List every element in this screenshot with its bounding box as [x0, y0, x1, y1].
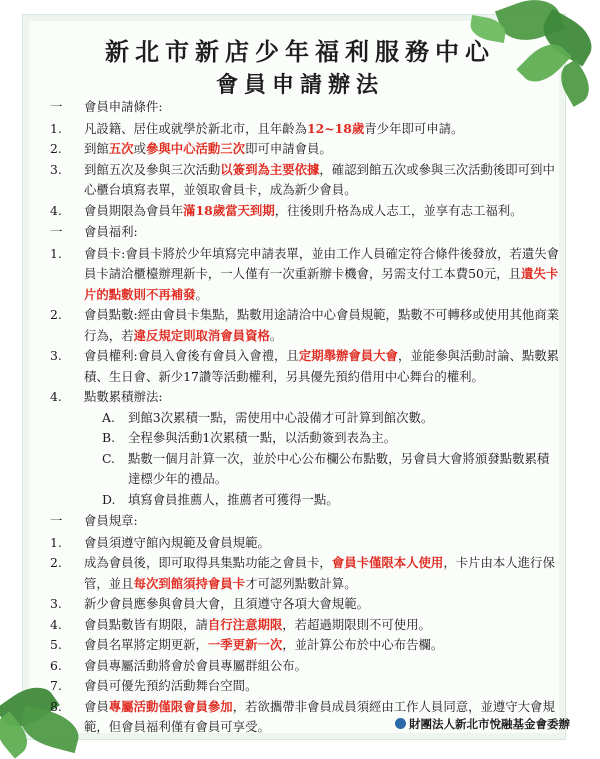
list-item: [40, 139, 560, 160]
item-number: 4.: [50, 202, 62, 218]
sub-item-label: C.: [102, 450, 115, 466]
list-item: [40, 656, 560, 677]
item-text: 點數累積辦法:: [84, 389, 163, 404]
item-text: 會員卡:會員卡將於少年填寫完申請表單，並由工作人員確定符合條件後發放，若遺失會員卡請洽櫃檯辦理新卡，一人僅有一次重新辦卡機會，另需支付工本費50元，且: [84, 245, 560, 281]
eligibility-list: [40, 119, 560, 222]
page-title: 新北市新店少年福利服務中心: [105, 37, 495, 66]
list-item: [40, 305, 560, 346]
document-body: [40, 96, 560, 738]
item-number: 8.: [50, 698, 62, 714]
sub-item-label: A.: [102, 409, 115, 425]
highlight-text: 違反規定則取消會員資格: [133, 327, 270, 343]
item-text: 新少會員應參與會員大會，且須遵守各項大會規範。: [84, 596, 369, 611]
item-text: 凡設籍、居住或就學於新北市，且年齡為: [84, 120, 308, 136]
rules-list: [40, 533, 560, 738]
item-number: 1.: [50, 120, 62, 136]
sub-list-item: [40, 408, 560, 429]
sub-item-label: D.: [102, 491, 116, 507]
sub-item-text: 填寫會員推薦人，推薦者可獲得一點。: [128, 491, 339, 507]
list-item: [40, 553, 560, 594]
highlight-text: 12~18歲: [307, 120, 365, 136]
item-text: 或: [133, 141, 146, 156]
list-item: [40, 387, 560, 408]
item-text: 會員可優先預約活動舞台空間。: [84, 678, 258, 693]
highlight-text: 滿18歲當天到期: [183, 202, 275, 218]
item-number: 2.: [50, 141, 62, 156]
item-text: 青少年即可申請。: [364, 120, 464, 136]
item-text: 即可申請會員。: [245, 141, 332, 156]
highlight-text: 專屬活動僅限會員參加: [108, 698, 233, 714]
item-text: 到館五次及參與三次活動: [84, 161, 221, 177]
item-text: 會員權利:會員入會後有會員入會禮，且: [84, 348, 299, 363]
benefits-list: [40, 244, 560, 408]
item-number: 7.: [50, 678, 62, 693]
item-number: 2.: [50, 555, 62, 570]
item-text: 會員期限為會員年: [84, 202, 184, 218]
highlight-text: 五次: [108, 141, 134, 156]
item-number: 1.: [50, 245, 62, 261]
item-number: 3.: [50, 161, 62, 177]
highlight-text: 遺失卡片的點數則不再補發: [84, 266, 559, 302]
footer-organizer: 財團法人新北市悅融基金會委辦: [395, 716, 570, 732]
item-text: 會員點數皆有期限，請: [84, 616, 208, 632]
list-item: [40, 533, 560, 554]
highlight-text: 每次到館須持會員卡: [133, 575, 246, 591]
sub-item-text: 到館3次累積一點，需使用中心設備才可計算到館次數。: [128, 409, 434, 425]
item-text: ，並計算公布於中心布告欄。: [282, 637, 444, 652]
item-text: 。: [195, 286, 208, 302]
list-item: [40, 346, 560, 387]
item-number: 2.: [50, 307, 62, 322]
sub-item-label: B.: [102, 430, 116, 445]
item-number: 6.: [50, 657, 62, 673]
item-text: ，若欲攜帶非會員成員須經由工作人員同意，並遵守大會規範，但會員福利僅有會員可享受。: [84, 698, 555, 734]
list-item: [40, 635, 560, 656]
item-text: ，往後則升格為成人志工，並享有志工福利。: [274, 202, 523, 218]
list-item: [40, 676, 560, 697]
page-subtitle: 會員申請辦法: [215, 72, 384, 98]
list-item: [40, 160, 560, 201]
item-text: 才可認列點數計算。: [245, 575, 357, 591]
item-text: 。: [269, 327, 283, 343]
section-heading-rules: 一 會員規章:: [50, 513, 138, 528]
item-text: 會員專屬活動將會於會員專屬群組公布。: [84, 657, 308, 673]
item-text: 到館: [84, 141, 109, 156]
list-item: [40, 594, 560, 615]
highlight-text: 定期舉辦會員大會: [298, 348, 398, 363]
list-item: [40, 119, 560, 140]
item-text: 會員點數:經由會員卡集點，點數用途請洽中心會員規範，點數不可轉移或使用其他商業行為，若: [84, 307, 560, 343]
sub-item-text: 點數一個月計算一次，並於中心公布欄公布點數，另會員大會將頒發點數累積達標少年的禮品。: [128, 450, 550, 486]
item-text: 會員: [84, 698, 109, 714]
list-item: [40, 615, 560, 636]
highlight-text: 自行注意期限: [207, 616, 283, 632]
item-number: 4.: [50, 389, 62, 404]
sub-list-item: [40, 490, 560, 511]
item-text: ，確認到館五次或參與三次活動後即可到中心櫃台填寫表單，並領取會員卡，成為新少會員。: [84, 161, 555, 197]
list-item: [40, 244, 560, 306]
sub-list-item: [40, 428, 560, 449]
item-number: 1.: [50, 534, 62, 550]
highlight-text: 參與中心活動三次: [145, 141, 246, 156]
item-number: 3.: [50, 596, 62, 611]
item-text: 會員須遵守館內規範及會員規範。: [84, 534, 270, 550]
item-number: 5.: [50, 637, 62, 652]
section-heading-benefits: 一 會員福利:: [50, 224, 138, 239]
list-item: [40, 201, 560, 222]
sub-item-text: 全程參與活動1次累積一點，以活動簽到表為主。: [128, 430, 397, 445]
highlight-text: 會員卡僅限本人使用: [331, 555, 444, 570]
item-text: ，卡片由本人進行保管，並且: [84, 555, 555, 591]
item-number: 4.: [50, 616, 62, 632]
item-number: 3.: [50, 348, 62, 363]
item-text: ，並能參與活動討論、點數累積、生日會、新少17讚等活動權利，另具優先預約借用中心舞台的權利。: [84, 348, 560, 384]
foundation-logo-icon: [395, 718, 406, 729]
highlight-text: 一季更新一次: [207, 637, 283, 652]
highlight-text: 以簽到為主要依據: [220, 161, 320, 177]
item-text: ，若超過期限則不可使用。: [282, 616, 431, 632]
item-text: 成為會員後，即可取得具集點功能之會員卡，: [84, 555, 332, 570]
sub-list-item: [40, 449, 560, 490]
item-text: 會員名單將定期更新，: [84, 637, 208, 652]
points-rules-list: [40, 408, 560, 511]
section-heading-eligibility: 一 會員申請條件:: [50, 99, 163, 114]
